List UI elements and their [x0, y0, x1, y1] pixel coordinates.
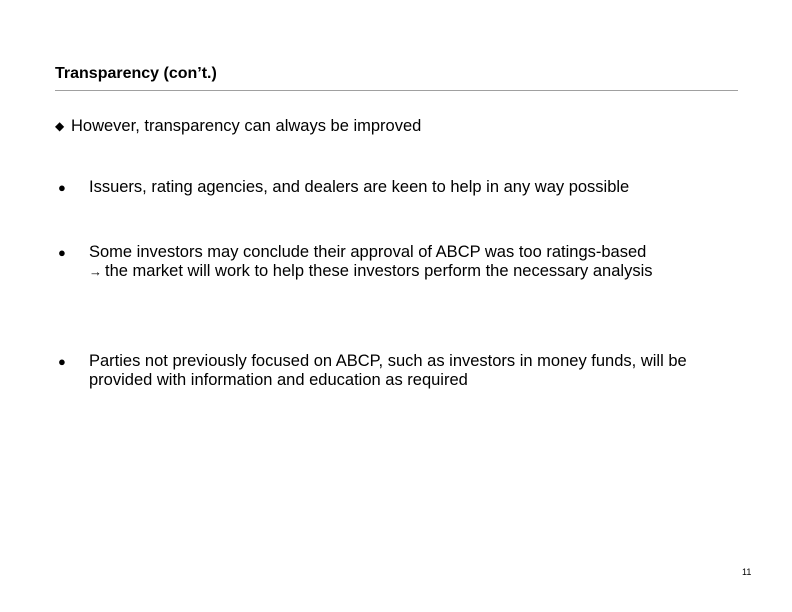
bullet-item-2	[58, 243, 698, 281]
level1-bullet-text: However, transparency can always be improved	[71, 117, 422, 135]
dot-bullet-icon: ●	[58, 354, 66, 369]
title-divider	[55, 90, 738, 91]
slide-title: Transparency (con’t.)	[55, 65, 217, 82]
arrow-bullet-icon: →	[89, 264, 102, 279]
sub-bullet-text: the market will work to help these investors perform the necessary analysis	[105, 262, 653, 280]
dot-bullet-icon: ●	[58, 180, 66, 195]
bullet-text-1: Issuers, rating agencies, and dealers are keen to help in any way possible	[89, 178, 630, 196]
diamond-bullet-icon: ◆	[55, 119, 65, 133]
bullet-item-1	[58, 178, 698, 197]
bullet-text-3: Parties not previously focused on ABCP, such as investors in money funds, will be provided with information and education as required	[89, 352, 687, 389]
page-number: 11	[742, 567, 752, 577]
dot-bullet-icon: ●	[58, 245, 66, 260]
bullet-item-3	[58, 352, 698, 390]
bullet-text-2: Some investors may conclude their approval of ABCP was too ratings-based	[89, 243, 647, 261]
sub-bullet-item	[89, 262, 698, 281]
